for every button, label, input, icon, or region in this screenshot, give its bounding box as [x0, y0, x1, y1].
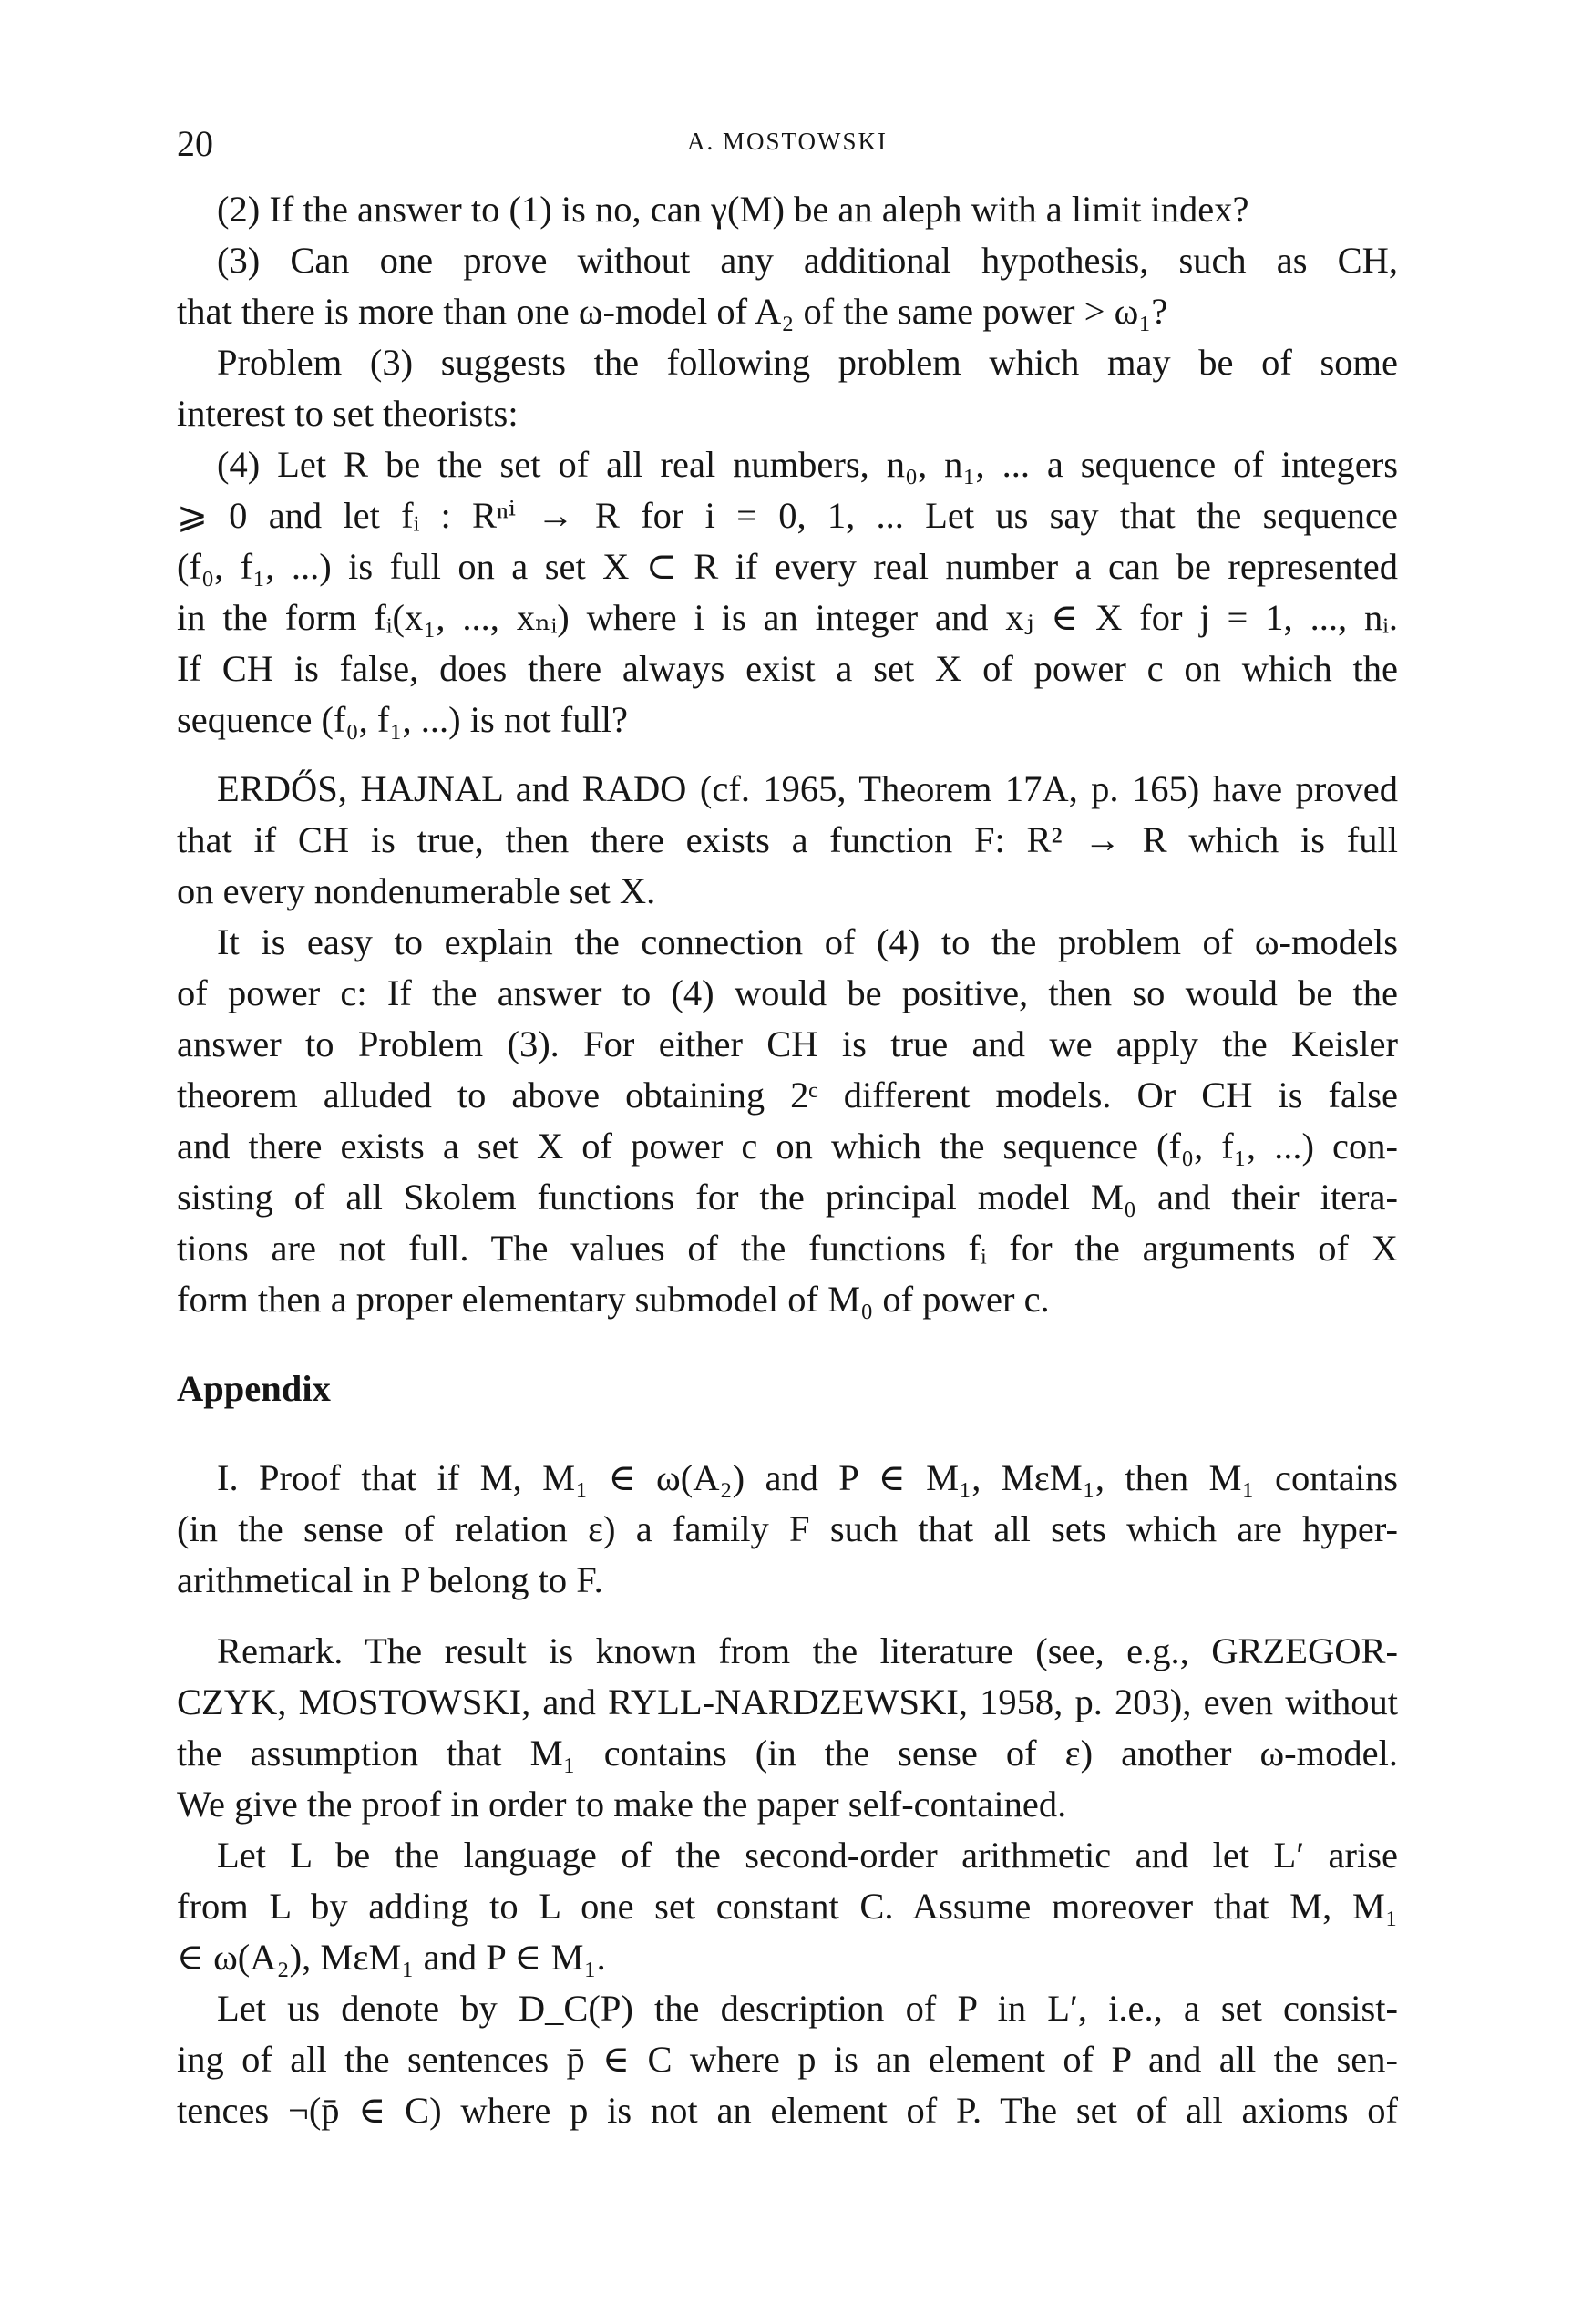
text-line: in the form fᵢ(x₁, ..., xₙᵢ) where i is an integer and xⱼ ∈ X for j = 1, ..., nᵢ.: [177, 597, 1398, 638]
text-line: ERDŐS, HAJNAL and RADO (cf. 1965, Theorem 17A, p. 165) have proved: [217, 768, 1398, 809]
text-line: answer to Problem (3). For either CH is true and we apply the Keisler: [177, 1023, 1398, 1064]
text-line: theorem alluded to above obtaining 2ᶜ different models. Or CH is false: [177, 1075, 1398, 1116]
text-line: Let L be the language of the second-order arithmetic and let L′ arise: [217, 1835, 1398, 1876]
text-line: (3) Can one prove without any additional hypothesis, such as CH,: [217, 240, 1398, 281]
text-line: sequence (f₀, f₁, ...) is not full?: [177, 699, 628, 740]
text-line: ∈ ω(A₂), MεM₁ and P ∈ M₁.: [177, 1937, 606, 1978]
text-line: Remark. The result is known from the literature (see, e.g., GRZEGOR-: [217, 1630, 1398, 1671]
text-line: arithmetical in P belong to F.: [177, 1559, 603, 1600]
text-line: and there exists a set X of power c on which the sequence (f₀, f₁, ...) con-: [177, 1126, 1398, 1167]
text-line: tions are not full. The values of the functions fᵢ for the arguments of X: [177, 1228, 1398, 1269]
page-header: [177, 122, 1398, 168]
text-line: interest to set theorists:: [177, 393, 519, 434]
running-head: A. MOSTOWSKI: [686, 128, 888, 155]
text-line: sisting of all Skolem functions for the principal model M₀ and their itera-: [177, 1177, 1398, 1218]
text-line: (2) If the answer to (1) is no, can γ(M) be an aleph with a limit index?: [217, 189, 1249, 230]
text-line: (4) Let R be the set of all real numbers, n₀, n₁, ... a sequence of integers: [217, 444, 1398, 485]
text-line: on every nondenumerable set X.: [177, 870, 656, 911]
text-line: (f₀, f₁, ...) is full on a set X ⊂ R if every real number a can be represented: [177, 546, 1398, 587]
text-line: ing of all the sentences p̄ ∈ C where p is an element of P and all the sen-: [177, 2039, 1398, 2080]
text-line: that there is more than one ω-model of A₂ of the same power > ω₁?: [177, 291, 1168, 332]
text-line: the assumption that M₁ contains (in the sense of ε) another ω-model.: [177, 1733, 1398, 1774]
text-line: We give the proof in order to make the paper self-contained.: [177, 1784, 1067, 1825]
text-line: (in the sense of relation ε) a family F such that all sets which are hyper-: [177, 1508, 1398, 1549]
appendix-heading: Appendix: [177, 1368, 331, 1409]
text-line: form then a proper elementary submodel of M₀ of power c.: [177, 1279, 1050, 1320]
text-line: that if CH is true, then there exists a function F: R² → R which is full: [177, 819, 1398, 860]
text-line: It is easy to explain the connection of (4) to the problem of ω-models: [217, 921, 1398, 962]
text-line: If CH is false, does there always exist a set X of power c on which the: [177, 648, 1398, 689]
text-line: CZYK, MOSTOWSKI, and RYLL-NARDZEWSKI, 1958, p. 203), even without: [177, 1681, 1398, 1722]
page-number: 20: [177, 123, 213, 164]
text-line: tences ¬(p̄ ∈ C) where p is not an element of P. The set of all axioms of: [177, 2090, 1398, 2131]
text-line: I. Proof that if M, M₁ ∈ ω(A₂) and P ∈ M₁, MεM₁, then M₁ contains: [217, 1457, 1398, 1498]
text-line: ⩾ 0 and let fᵢ : Rⁿⁱ → R for i = 0, 1, ... Let us say that the sequence: [177, 495, 1398, 536]
text-line: of power c: If the answer to (4) would be positive, then so would be the: [177, 972, 1398, 1013]
text-line: from L by adding to L one set constant C. Assume moreover that M, M₁: [177, 1886, 1398, 1927]
text-line: Let us denote by D_C(P) the description of P in L′, i.e., a set consist-: [217, 1988, 1398, 2029]
text-line: Problem (3) suggests the following problem which may be of some: [217, 342, 1398, 383]
